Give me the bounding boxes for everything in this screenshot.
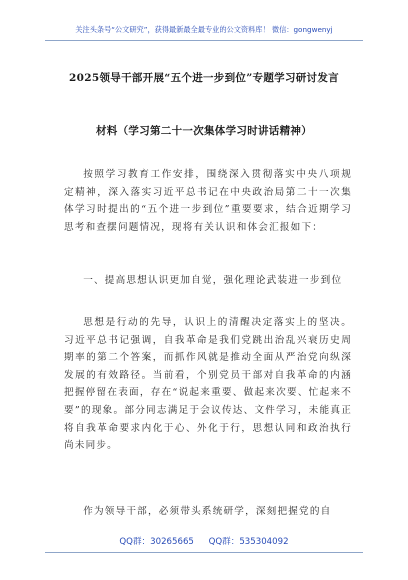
header-divider [45,40,363,41]
document-title-line1: 2025领导干部开展“五个进一步到位”专题学习研讨发言 [69,72,339,84]
body-paragraph-1: 思想是行动的先导，认识上的清醒决定落实上的坚决。习近平总书记强调，自我革命是我们党跳出治乱兴衰历史周期率的第二个答案，而抓作风就是推动全面从严治党向纵深发展的有效路径。当前看，个别党员干部对自我革命的内涵把握停留在表面，存在“说起来重要、做起来次要、忙起来不要”的现象。部分同志满足于会议传达、文件学习，未能真正将自我革命要求内化于心、外化于行，思想认同和政治执行尚未同步。 [64,317,352,452]
header-text: 关注头条号“公文研究”，获得最新最全最专业的公文资料库！ 微信：gongwenyj [75,25,333,34]
footer-divider [45,552,363,553]
document-title-line2: 材料（学习第二十一次集体学习时讲话精神） [96,125,312,137]
body-paragraph-2: 作为领导干部，必须带头系统研学，深刻把握党的自 [83,506,332,517]
footer-qq-group-1: QQ群：30265665 [119,537,194,547]
footer-text [0,535,408,547]
footer-qq-group-2: QQ群：535304092 [208,537,289,547]
intro-paragraph: 按照学习教育工作安排，围绕深入贯彻落实中央八项规定精神，深入落实习近平总书记在中央政治局第二十一次集体学习时提出的“五个进一步到位”重要要求，结合近期学习思考和查摆问题情况，现将有关认识和体会汇报如下： [64,169,352,233]
section-heading-1: 一、提高思想认识更加自觉，强化理论武装进一步到位 [83,275,343,286]
